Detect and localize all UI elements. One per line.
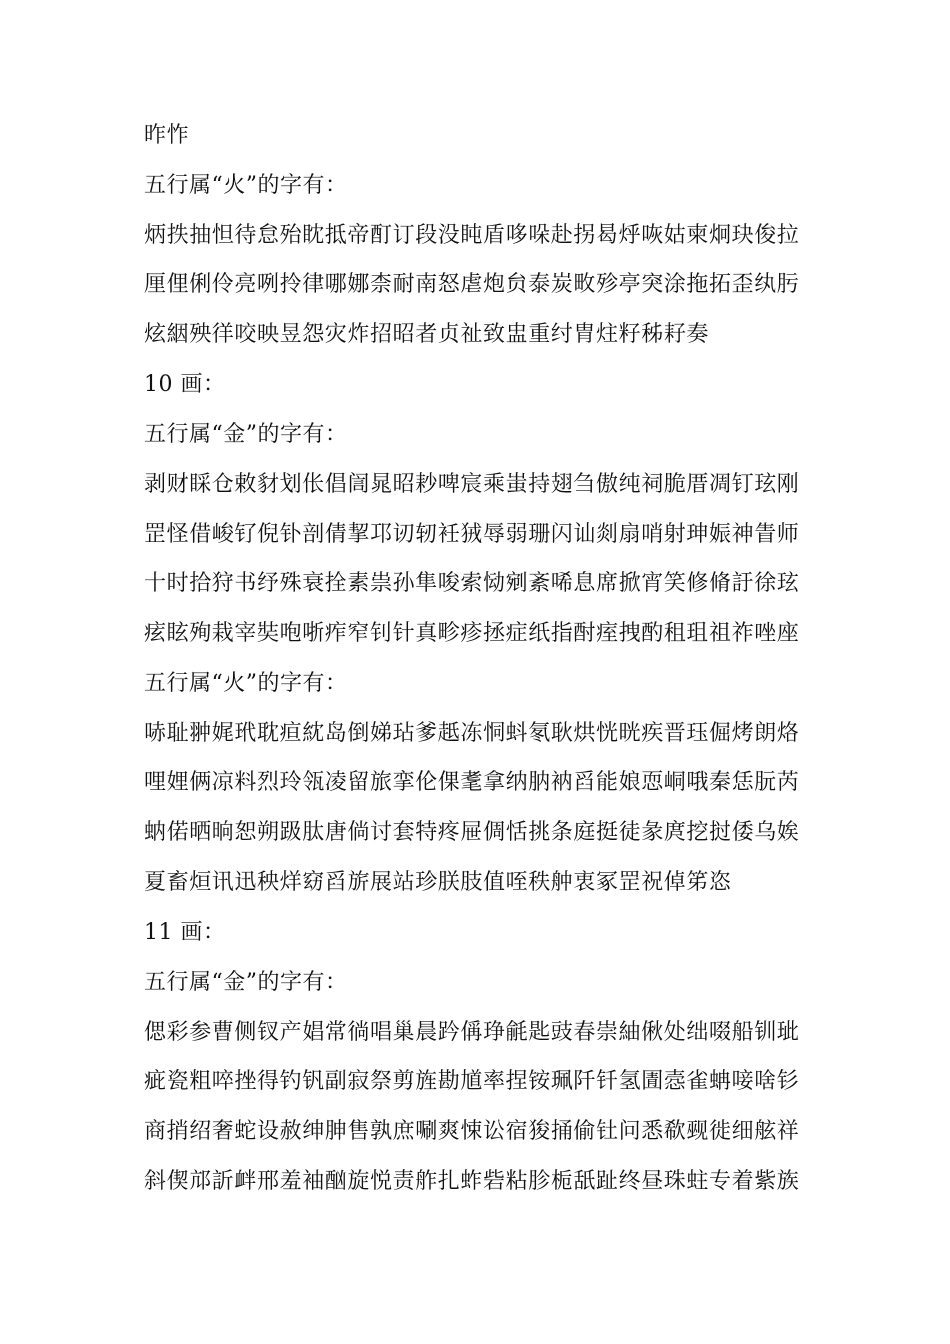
character-list-line: 偲彩参曹侧钗产娼常徜唱巢晨趻偁琤毹匙豉春崇紬偢处绌啜船钏玼 [144,1020,800,1045]
stroke-count-heading: 11 画： [144,920,226,945]
character-list-line: 斜偰邟訢衅邢羞袖酗旋悦责舴扎蚱砦粘胗栀舐趾终昼珠蛀专着紫族 [144,1169,800,1194]
character-list-line: 哧耻翀娓玳耽疸紞岛倒娣玷爹赿冻恫蚪氡耿烘恍晄疾晋珏倔烤朗烙 [144,721,800,746]
character-list-line: 商捎绍奢蛇设赦绅胂售孰庶唰爽悚讼宿狻捅偷钍问悉欷觋徙细舷祥 [144,1119,800,1144]
character-list-line: 剥财睬仓敕豺划伥倡訚晁昭耖啤宸乘蚩持翅刍傲纯祠脆厝凋钉玹刚 [144,472,800,497]
section-heading-metal: 五行属“金”的字有： [144,422,348,447]
stroke-count-heading: 10 画： [144,372,226,397]
character-list-line: 炳抶抽怛待怠殆眈抵帝酊订段没盹盾哆哚赴拐曷烀咴姑柬炯玦俊拉 [144,223,800,248]
text-line: 昨怍 [144,123,190,148]
section-heading-metal: 五行属“金”的字有： [144,970,348,995]
section-heading-fire: 五行属“火”的字有： [144,173,348,198]
character-list-line: 夏畜烜讯迅秧烊窈舀旂展站珍朕肢值咥秩舯衷冢罡祝倬笫恣 [144,870,732,895]
character-list-line: 罡怪借峻钌倪钋剖倩挈邛讱轫衽狨辱弱珊闪讪剡扇哨射珅娠神眚师 [144,522,800,547]
character-list-line: 哩娌俩凉料烈玲瓴凌留旅挛伦倮耄拿纳肭衲舀能娘恧峒哦秦恁朊芮 [144,770,800,795]
character-list-line: 十时拾狩书纾殊衰拴素祟孙隼唆索恸剜紊唏息席掀宵笑修脩訏徐玹 [144,571,800,596]
character-list-line: 疵瓷粗啐挫得钓钒副寂祭剪旌勘馗率捏铵珮阡钎氢圊悫雀蚺唼啥钐 [144,1069,800,1094]
character-list-line: 痃眩殉栽宰奘咆哳痄窄钊针真畛疹拯症纸指酎痓拽酌租珇祖祚唑座 [144,621,800,646]
character-list-line: 蚋偌晒晌恕朔趿肽唐倘讨套特疼屉倜恬挑条庭挺徒彖庹挖挝倭乌娭 [144,820,800,845]
section-heading-fire: 五行属“火”的字有： [144,671,348,696]
character-list-line: 厘俚俐伶亮咧拎律哪娜柰耐南怒虐炮贠泰炭畋殄亭突涂拖拓歪纨肟 [144,272,800,297]
character-list-line: 炫絪殃徉咬映昱怨灾炸招昭者贞祉致盅重纣胄炷籽秭耔奏 [144,322,710,347]
